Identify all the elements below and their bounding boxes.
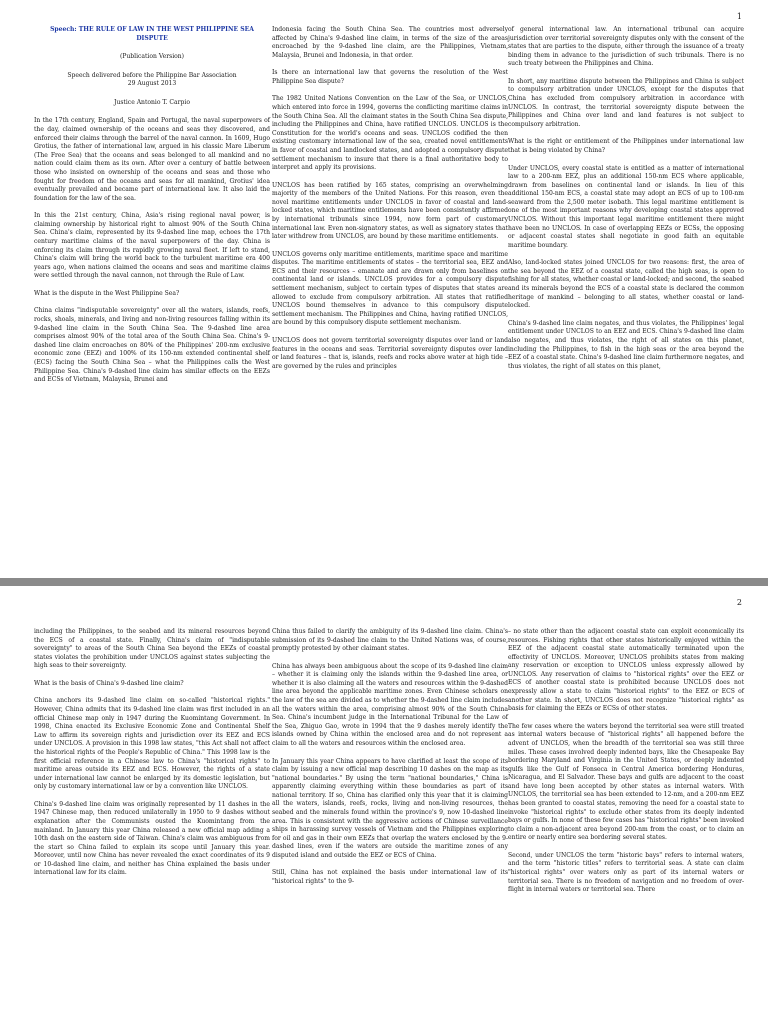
- paragraph: including the Philippines, to the seabed and its mineral resources beyond the ECS of a coastal state. Finally, China's claim of "indisputable sovereignty" to areas of the South China Sea beyond the EEZs of coastal states violates the prohibition under UNCLOS against states subjecting the high seas to their sovereignty.: [34, 628, 270, 670]
- delivery-note: Speech delivered before the Philippine Bar Association: [67, 71, 237, 79]
- paragraph: China claims "indisputable sovereignty" over all the waters, islands, reefs, rocks, shoals, minerals, and living and non-living resources falling within its 9-dashed line claim in the South China Sea. The 9-dashed line area comprises almost 90% of the total area of the South China Sea. China's 9-dashed line claim encroaches on 80% of the Philippines' 200-nm exclusive economic zone (EEZ) and 100% of its 150-nm extended continental shelf (ECS) facing the South China Sea – what the Philippines calls the West Philippine Sea. China's 9-dashed line claim has similar effects on the EEZs and ECSs of Vietnam, Malaysia, Brunei and: [34, 307, 270, 384]
- paragraph: UNCLOS has been ratified by 165 states, comprising an overwhelming majority of the members of the United Nations. For this reason, even the novel maritime entitlements under UNCLOS in favor of coastal and land-locked states, which maritime entitlements have been consistently affirmed by international tribunals since 1994, now form part of customary international law. Even non-signatory states, as well as signatory states that later withdrew from UNCLOS, are bound by these maritime entitlements.: [272, 181, 508, 241]
- paragraph: In January this year China appears to have clarified at least the scope of its claim by issuing a new official map describing 10 dashes on the map as its "national boundaries." By using the term "national boundaries," China is apparently claiming everything within these boundaries as part of its national territory. If so, China has clarified only this year that it is claiming all the waters, islands, reefs, rocks, living and non-living resources, the seabed and the minerals found within the province's 9, now 10-dashed line area. This is consistent with the aggressive actions of Chinese surveillance ships in harassing survey vessels of Vietnam and the Philippines exploring for oil and gas in their own EEZs that overlap the waters enclosed by the 9-dashed lines, even if the waters are outside the maritime zones of any disputed island and outside the EEZ or ECS of China.: [272, 757, 508, 859]
- speech-date: 29 August 2013: [127, 80, 177, 88]
- paragraph: – no state other than the adjacent coastal state can exploit economically its resources. Fishing rights that other states historically enjoyed within the EEZ of the adjacent coastal state automatically terminated upon the effectivity of UNCLOS. Moreover, UNCLOS prohibits states from making any reservation or exception to UNCLOS unless expressly allowed by UNCLOS. Any reservation of claims to "historical rights" over the EEZ or ECS of another coastal state is prohibited because UNCLOS does not expressly allow a state to claim "historical rights" to the EEZ or ECS of another state. In short, UNCLOS does not recognize "historical rights" as basis for claiming the EEZs or ECSs of other states.: [508, 628, 744, 713]
- page1-column-3: [508, 26, 744, 380]
- paragraph: The few cases where the waters beyond the territorial sea were still treated as internal waters because of "historical rights" all happened before the advent of UNCLOS, when the breadth of the territorial sea was still three miles. These cases involved deeply indented bays, like the Chesapeake Bay bordering Maryland and Virginia in the United States, or deeply indented gulfs like the Gulf of Fonseca in Central America bordering Honduras, Nicaragua, and El Salvador. These bays and gulfs are adjacent to the coast and have long been accepted by other states as internal waters. With UNCLOS, the territorial sea has been extended to 12-nm, and a 200-nm EEZ has been granted to coastal states, removing the need for a coastal state to invoke "historical rights" to exclude other states from its deeply indented bays or gulfs. In none of these few cases has "historical rights" been invoked to claim a non-adjacent area beyond 200-nm from the coast, or to claim an entire or nearly entire sea bordering several states.: [508, 722, 744, 842]
- question-heading: What is the right or entitlement of the Philippines under international law that is being violated by China?: [508, 138, 744, 154]
- paragraph: The 1982 United Nations Convention on the Law of the Sea, or UNCLOS, which entered into force in 1994, governs the conflicting maritime claims in the South China Sea. All the claimant states in the South China Sea dispute, including the Philippines and China, have ratified UNCLOS. UNCLOS is the Constitution for the world's oceans and seas. UNCLOS codified the then existing customary international law of the sea, created novel entitlements in favor of coastal and landlocked states, and adopted a compulsory dispute settlement mechanism to insure that there is a final authoritative body to interpret and apply its provisions.: [272, 95, 508, 172]
- page-number: 2: [736, 598, 742, 607]
- paragraph: UNCLOS governs only maritime entitlements, maritime space and maritime disputes. The maritime entitlements of states – the territorial sea, EEZ and ECS and their resources – emanate and are drawn only from baselines on continental land or islands. UNCLOS provides for a compulsory dispute settlement mechanism, subject to certain types of disputes that states are allowed to exclude from compulsory arbitration. All states that ratified UNCLOS bound themselves in advance to this compulsory dispute settlement mechanism. The Philippines and China, having ratified UNCLOS, are bound by this compulsory dispute settlement mechanism.: [272, 250, 508, 327]
- paragraph: UNCLOS does not govern territorial sovereignty disputes over land or land features in the oceans and seas. Territorial sovereignty disputes over land or land features – that is, islands, reefs and rocks above water at high tide – are governed by the rules and principles: [272, 336, 508, 370]
- speech-author: Justice Antonio T. Carpio: [114, 98, 190, 106]
- question-heading: What is the basis of China's 9-dashed line claim?: [34, 679, 184, 687]
- page1-column-1: [34, 26, 270, 394]
- paragraph: China's 9-dashed line claim negates, and thus violates, the Philippines' legal entitlement under UNCLOS to an EEZ and ECS. China's 9-dashed line claim also negates, and thus violates, the right of all states on this planet, including the Philippines, to fish in the high seas or the area beyond the EEZ of a coastal state. China's 9-dashed line claim furthermore negates, and thus violates, the right of all states on this planet,: [508, 319, 744, 370]
- paragraph: In the 17th century, England, Spain and Portugal, the naval superpowers of the day, claimed ownership of the oceans and seas they discovered, and enforced their claims through the barrel of the naval cannon. In 1609, Hugo Grotius, the father of international law, argued in his classic Mare Liberum (The Free Sea) that the oceans and seas belonged to all mankind and no nation could claim them as its own. After over a century of battle between those who insisted on ownership of the oceans and seas and those who fought for freedom of the oceans and seas for all mankind, Grotius' idea eventually prevailed and became part of international law. It also laid the foundation for the law of the sea.: [34, 117, 270, 202]
- paragraph: China thus failed to clarify the ambiguity of its 9-dashed line claim. China's submission of its 9-dashed line claim to the United Nations was, of course, promptly protested by other claimant states.: [272, 628, 508, 653]
- paragraph: of general international law. An international tribunal can acquire jurisdiction over territorial sovereignty disputes only with the consent of the states that are parties to the dispute, either through the issuance of a treaty binding them in advance to the jurisdiction of such tribunals. There is no such treaty between the Philippines and China.: [508, 26, 744, 68]
- page2-column-3: [508, 628, 744, 904]
- paragraph: In this the 21st century, China, Asia's rising regional naval power, is claiming ownership by historical right to almost 90% of the South China Sea. China's claim, represented by its 9-dashed line map, echoes the 17th century maritime claims of the naval superpowers of the day. China is enforcing its claim through its rapidly growing naval fleet. If left to stand, China's claim will bring the world back to the turbulent maritime era 400 years ago, when nations claimed the oceans and seas and maritime claims were settled through the naval cannon, not through the Rule of Law.: [34, 212, 270, 280]
- speech-title: Speech: THE RULE OF LAW IN THE WEST PHILIPPINE SEA DISPUTE: [50, 26, 254, 42]
- paragraph: Still, China has not explained the basis under international law of its "historical rights" to the 9-: [272, 869, 508, 886]
- paragraph: In short, any maritime dispute between the Philippines and China is subject to compulsory arbitration under UNCLOS, except for the disputes that China has excluded from compulsory arbitration in accordance with UNCLOS. In contrast, the territorial sovereignty dispute between the Philippines and China over land and land features is not subject to compulsory arbitration.: [508, 77, 744, 128]
- paragraph: Indonesia facing the South China Sea. The countries most adversely affected by China's 9-dashed line claim, in terms of the size of the areas encroached by the 9-dashed line claim, are the Philippines, Vietnam, Malaysia, Brunei and Indonesia, in that order.: [272, 26, 508, 59]
- page1-column-2: [272, 26, 508, 380]
- page-number: 1: [736, 12, 742, 21]
- paragraph: Also, land-locked states joined UNCLOS for two reasons: first, the area of the sea beyond the EEZ of a coastal state, called the high seas, is open to fishing for all states, whether coastal or land-locked; and second, the seabed and its minerals beyond the ECS of a coastal state is declared the common heritage of mankind – belonging to all states, whether coastal or land-locked.: [508, 259, 744, 310]
- document-page-2: [0, 586, 768, 1024]
- page2-column-2: [272, 628, 508, 896]
- paragraph: Second, under UNCLOS the term "historic bays" refers to internal waters, and the term "historic titles" refers to territorial seas. A state can claim "historical rights" over waters only as part of its internal waters or territorial sea. There is no freedom of navigation and no freedom of over-flight in internal waters or territorial sea. There: [508, 851, 744, 894]
- speech-header-block: [34, 53, 270, 117]
- paragraph: China anchors its 9-dashed line claim on so-called "historical rights." However, China admits that its 9-dashed line claim was first included in an official Chinese map only in 1947 during the Kuomintang Government. In 1998, China enacted its Exclusive Economic Zone and Continental Shelf Law to affirm its sovereign rights and jurisdiction over its EEZ and ECS under UNCLOS. A provision in this 1998 law states, "this Act shall not affect the historical rights of the People's Republic of China." This 1998 law is the first official reference in a Chinese law to China's "historical rights" to maritime areas outside its EEZ and ECS. However, the rights of a state under international law cannot be enlarged by its domestic legislation, but only by customary international law or by a convention like UNCLOS.: [34, 697, 270, 791]
- page2-column-1: [34, 628, 270, 887]
- paragraph: China's 9-dashed line claim was originally represented by 11 dashes in the 1947 Chinese map, then reduced unilaterally in 1950 to 9 dashes without explanation after the Communists ousted the Kuomintang from the mainland. In January this year China released a new official map adding a 10th dash on the eastern side of Taiwan. China's claim was ambiguous from the start so China failed to explain its scope until January this year. Moreover, until now China has never revealed the exact coordinates of its 9 or 10-dashed line claim, and neither has China explained the basis under international law for its claim.: [34, 800, 270, 877]
- question-heading: What is the dispute in the West Philippine Sea?: [34, 289, 180, 297]
- paragraph: China has always been ambiguous about the scope of its 9-dashed line claim – whether it is claiming only the islands within the 9-dashed line area, or whether it is also claiming all the waters and resources within the 9-dashed line area beyond the applicable maritime zones. Even Chinese scholars on the law of the sea are divided as to whether the 9-dashed line claim includes all the waters within the area, comprising almost 90% of the South China Sea. China's incumbent judge in the International Tribunal for the Law of the Sea, Zhiguo Gao, wrote in 1994 that the 9 dashes merely identify the islands owned by China within the enclosed area and do not represent a claim to all the waters and resources within the enclosed area.: [272, 662, 508, 747]
- paragraph: Under UNCLOS, every coastal state is entitled as a matter of international law to a 200-nm EEZ, plus an additional 150-nm ECS where applicable, drawn from baselines on continental land or islands. In lieu of this additional 150-nm ECS, a coastal state may adopt an ECS of up to 100-nm seaward from the 2,500 meter isobath. This legal maritime entitlement is one of the most important reasons why developing coastal states approved UNCLOS. Without this important legal maritime entitlement there might have been no UNCLOS. In case of overlapping EEZs or ECSs, the opposing or adjacent coastal states shall negotiate in good faith an equitable maritime boundary.: [508, 164, 744, 249]
- question-heading: Is there an international law that governs the resolution of the West Philippine Sea dispute?: [272, 69, 508, 85]
- publication-version: (Publication Version): [119, 53, 185, 61]
